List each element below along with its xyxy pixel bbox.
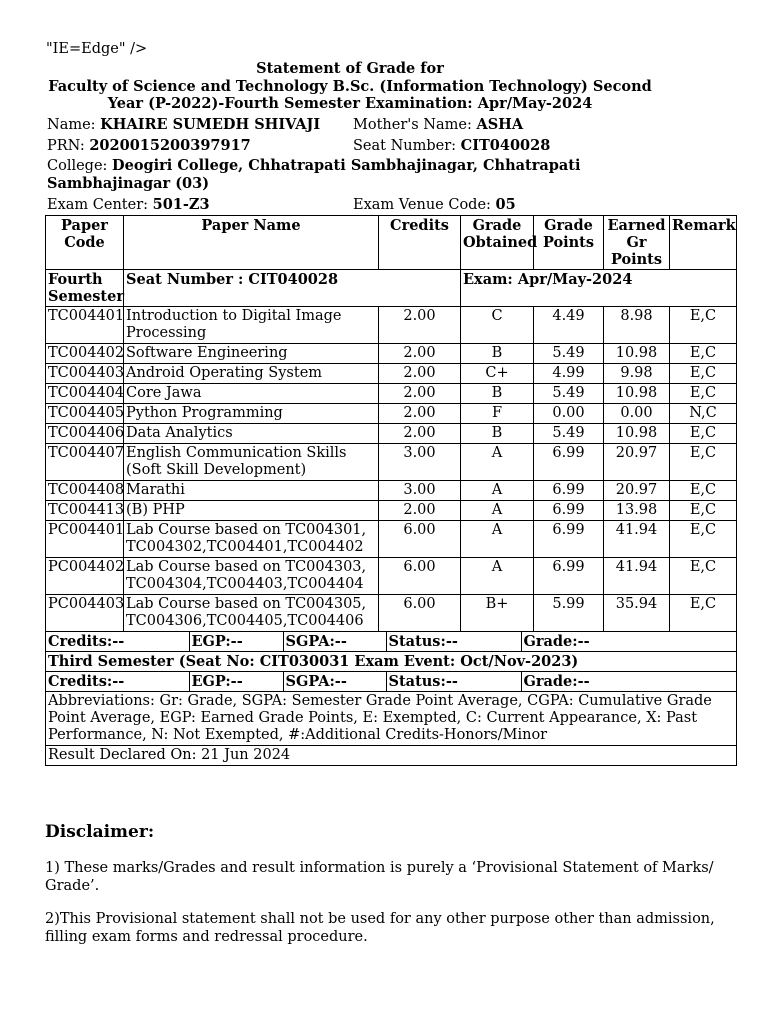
- credits-cell: 2.00: [379, 501, 461, 521]
- paper-name-cell: Software Engineering: [124, 344, 379, 364]
- grade-cell: C+: [461, 364, 534, 384]
- table-row: [46, 444, 737, 481]
- grade-points-cell: 5.49: [534, 384, 604, 404]
- disclaimer-title: Disclaimer:: [45, 822, 155, 842]
- grade-points-cell: 0.00: [534, 404, 604, 424]
- header-grade-obtained: Grade Obtained: [461, 216, 534, 270]
- grade-cell: A: [461, 444, 534, 481]
- grade-points-cell: 6.99: [534, 558, 604, 595]
- credits-cell: 6.00: [379, 595, 461, 632]
- summary2-sgpa: SGPA:--: [283, 672, 386, 691]
- paper-name-cell: Lab Course based on TC004305, TC004306,TC004405,TC004406: [124, 595, 379, 632]
- college-value-line2: Sambhajinagar (03): [47, 175, 210, 192]
- header-remark: Remark: [670, 216, 737, 270]
- remark-cell: E,C: [670, 481, 737, 501]
- exam-line: Year (P-2022)-Fourth Semester Examination: Apr/May-2024: [107, 95, 593, 112]
- grade-points-cell: 5.49: [534, 424, 604, 444]
- mother-name: [353, 116, 523, 134]
- table-row: [46, 384, 737, 404]
- faculty-line: Faculty of Science and Technology B.Sc. (Information Technology) Second: [48, 78, 652, 95]
- grade-cell: A: [461, 558, 534, 595]
- statement-title: Statement of Grade for: [256, 60, 444, 77]
- grade-points-cell: 6.99: [534, 444, 604, 481]
- table-row: [46, 307, 737, 344]
- mother-label: Mother's Name:: [353, 117, 472, 133]
- paper-code-cell: TC004402: [46, 344, 124, 364]
- credits-cell: 3.00: [379, 481, 461, 501]
- disclaimer-point-1: 1) These marks/Grades and result information is purely a ‘Provisional Statement of Marks/ Grade’.: [45, 860, 714, 894]
- exam-center: [47, 196, 210, 214]
- third-semester-cell: Third Semester (Seat No: CIT030031 Exam Event: Oct/Nov-2023): [46, 652, 737, 672]
- seat-value: CIT040028: [460, 137, 551, 154]
- grade-points-cell: 6.99: [534, 501, 604, 521]
- paper-code-cell: PC004401: [46, 521, 124, 558]
- remark-cell: N,C: [670, 404, 737, 424]
- remark-cell: E,C: [670, 364, 737, 384]
- summary2-status: Status:--: [386, 672, 521, 691]
- mother-value: ASHA: [476, 116, 524, 133]
- grade-points-cell: 4.49: [534, 307, 604, 344]
- earned-points-cell: 20.97: [604, 444, 670, 481]
- college: [47, 157, 581, 175]
- paper-name-cell: Introduction to Digital Image Processing: [124, 307, 379, 344]
- summary-row: [46, 632, 737, 652]
- grade-cell: B: [461, 344, 534, 364]
- remark-cell: E,C: [670, 424, 737, 444]
- semester-row: [46, 270, 737, 307]
- remark-cell: E,C: [670, 344, 737, 364]
- grade-cell: A: [461, 501, 534, 521]
- paper-name-cell: Lab Course based on TC004301, TC004302,TC004401,TC004402: [124, 521, 379, 558]
- semester-exam-cell: Exam: Apr/May-2024: [461, 270, 737, 307]
- remark-cell: E,C: [670, 558, 737, 595]
- paper-code-cell: TC004404: [46, 384, 124, 404]
- seat-label: Seat Number:: [353, 138, 457, 154]
- credits-cell: 3.00: [379, 444, 461, 481]
- earned-points-cell: 41.94: [604, 521, 670, 558]
- earned-points-cell: 10.98: [604, 344, 670, 364]
- college-value: Deogiri College, Chhatrapati Sambhajinagar, Chhatrapati: [112, 157, 581, 174]
- summary-sgpa: SGPA:--: [283, 632, 386, 651]
- grade-points-cell: 6.99: [534, 521, 604, 558]
- paper-name-cell: Lab Course based on TC004303, TC004304,TC004403,TC004404: [124, 558, 379, 595]
- semester-cell: Fourth Semester: [46, 270, 124, 307]
- result-declared-row: [46, 746, 737, 766]
- paper-name-cell: English Communication Skills (Soft Skill Development): [124, 444, 379, 481]
- grade-cell: C: [461, 307, 534, 344]
- semester-seat-cell: Seat Number : CIT040028: [124, 270, 461, 307]
- grade-cell: A: [461, 481, 534, 501]
- paper-code-cell: TC004401: [46, 307, 124, 344]
- grade-points-cell: 6.99: [534, 481, 604, 501]
- credits-cell: 2.00: [379, 384, 461, 404]
- grade-cell: F: [461, 404, 534, 424]
- grade-points-cell: 4.99: [534, 364, 604, 384]
- earned-points-cell: 8.98: [604, 307, 670, 344]
- student-name: [47, 116, 320, 134]
- header-grade-points: Grade Points: [534, 216, 604, 270]
- table-row: [46, 424, 737, 444]
- college-label: College:: [47, 158, 108, 174]
- remark-cell: E,C: [670, 307, 737, 344]
- earned-points-cell: 0.00: [604, 404, 670, 424]
- paper-name-cell: Data Analytics: [124, 424, 379, 444]
- header-credits: Credits: [379, 216, 461, 270]
- disclaimer-point-2: 2)This Provisional statement shall not be used for any other purpose other than admission, filling exam forms and redressal procedure.: [45, 911, 715, 945]
- table-row: [46, 595, 737, 632]
- table-row: [46, 481, 737, 501]
- name-value: KHAIRE SUMEDH SHIVAJI: [100, 116, 321, 133]
- earned-points-cell: 10.98: [604, 424, 670, 444]
- remark-cell: E,C: [670, 501, 737, 521]
- earned-points-cell: 10.98: [604, 384, 670, 404]
- summary-egp: EGP:--: [189, 632, 283, 651]
- remark-cell: E,C: [670, 384, 737, 404]
- summary2-egp: EGP:--: [189, 672, 283, 691]
- third-semester-row: [46, 652, 737, 672]
- paper-code-cell: TC004413: [46, 501, 124, 521]
- summary-row-2: [46, 672, 737, 692]
- table-row: [46, 521, 737, 558]
- earned-points-cell: 35.94: [604, 595, 670, 632]
- remark-cell: E,C: [670, 595, 737, 632]
- paper-name-cell: Marathi: [124, 481, 379, 501]
- name-label: Name:: [47, 117, 96, 133]
- table-row: [46, 404, 737, 424]
- credits-cell: 6.00: [379, 558, 461, 595]
- grade-cell: A: [461, 521, 534, 558]
- earned-points-cell: 41.94: [604, 558, 670, 595]
- remark-cell: E,C: [670, 444, 737, 481]
- table-row: [46, 501, 737, 521]
- credits-cell: 2.00: [379, 364, 461, 384]
- credits-cell: 2.00: [379, 404, 461, 424]
- header-paper-code: Paper Code: [46, 216, 124, 270]
- abbreviations-row: [46, 692, 737, 746]
- paper-code-cell: PC004402: [46, 558, 124, 595]
- paper-name-cell: (B) PHP: [124, 501, 379, 521]
- center-value: 501-Z3: [152, 196, 210, 213]
- paper-name-cell: Android Operating System: [124, 364, 379, 384]
- table-row: [46, 344, 737, 364]
- header-earned-points: Earned Gr Points: [604, 216, 670, 270]
- summary-grade: Grade:--: [523, 633, 590, 650]
- header-row: [46, 216, 737, 270]
- header-paper-name: Paper Name: [124, 216, 379, 270]
- paper-name-cell: Core Jawa: [124, 384, 379, 404]
- prn: [47, 137, 251, 155]
- paper-code-cell: TC004406: [46, 424, 124, 444]
- credits-cell: 2.00: [379, 307, 461, 344]
- credits-cell: 2.00: [379, 424, 461, 444]
- table-row: [46, 364, 737, 384]
- earned-points-cell: 20.97: [604, 481, 670, 501]
- summary-inner-2: [46, 672, 736, 691]
- paper-code-cell: TC004407: [46, 444, 124, 481]
- paper-code-cell: TC004405: [46, 404, 124, 424]
- grade-cell: B+: [461, 595, 534, 632]
- venue-code: [353, 196, 516, 214]
- grade-table: [45, 215, 737, 766]
- remark-cell: E,C: [670, 521, 737, 558]
- center-label: Exam Center:: [47, 197, 149, 213]
- summary2-credits: Credits:--: [46, 672, 189, 691]
- grade-points-cell: 5.49: [534, 344, 604, 364]
- table-row: [46, 558, 737, 595]
- venue-label: Exam Venue Code:: [353, 197, 491, 213]
- summary-status: Status:--: [386, 632, 521, 651]
- grade-cell: B: [461, 384, 534, 404]
- earned-points-cell: 13.98: [604, 501, 670, 521]
- summary-credits: Credits:--: [46, 632, 189, 651]
- prn-value: 2020015200397917: [89, 137, 251, 154]
- summary-inner: [46, 632, 736, 651]
- earned-points-cell: 9.98: [604, 364, 670, 384]
- prn-label: PRN:: [47, 138, 85, 154]
- paper-code-cell: TC004403: [46, 364, 124, 384]
- credits-cell: 2.00: [379, 344, 461, 364]
- paper-name-cell: Python Programming: [124, 404, 379, 424]
- grade-cell: B: [461, 424, 534, 444]
- seat-number: [353, 137, 550, 155]
- paper-code-cell: PC004403: [46, 595, 124, 632]
- paper-code-cell: TC004408: [46, 481, 124, 501]
- credits-cell: 6.00: [379, 521, 461, 558]
- venue-value: 05: [495, 196, 516, 213]
- meta-artifact-text: "IE=Edge" />: [46, 41, 148, 57]
- abbreviations-cell: Abbreviations: Gr: Grade, SGPA: Semester Grade Point Average, CGPA: Cumulative Grade Point Average, EGP: Earned Grade Points, E: Exempted, C: Current Appearance, X: Past Performance, N: Not Exempted, #:Additional Credits-Honors/Minor: [46, 692, 737, 746]
- grade-points-cell: 5.99: [534, 595, 604, 632]
- summary2-grade: Grade:--: [523, 673, 590, 690]
- result-declared-cell: Result Declared On: 21 Jun 2024: [46, 746, 737, 766]
